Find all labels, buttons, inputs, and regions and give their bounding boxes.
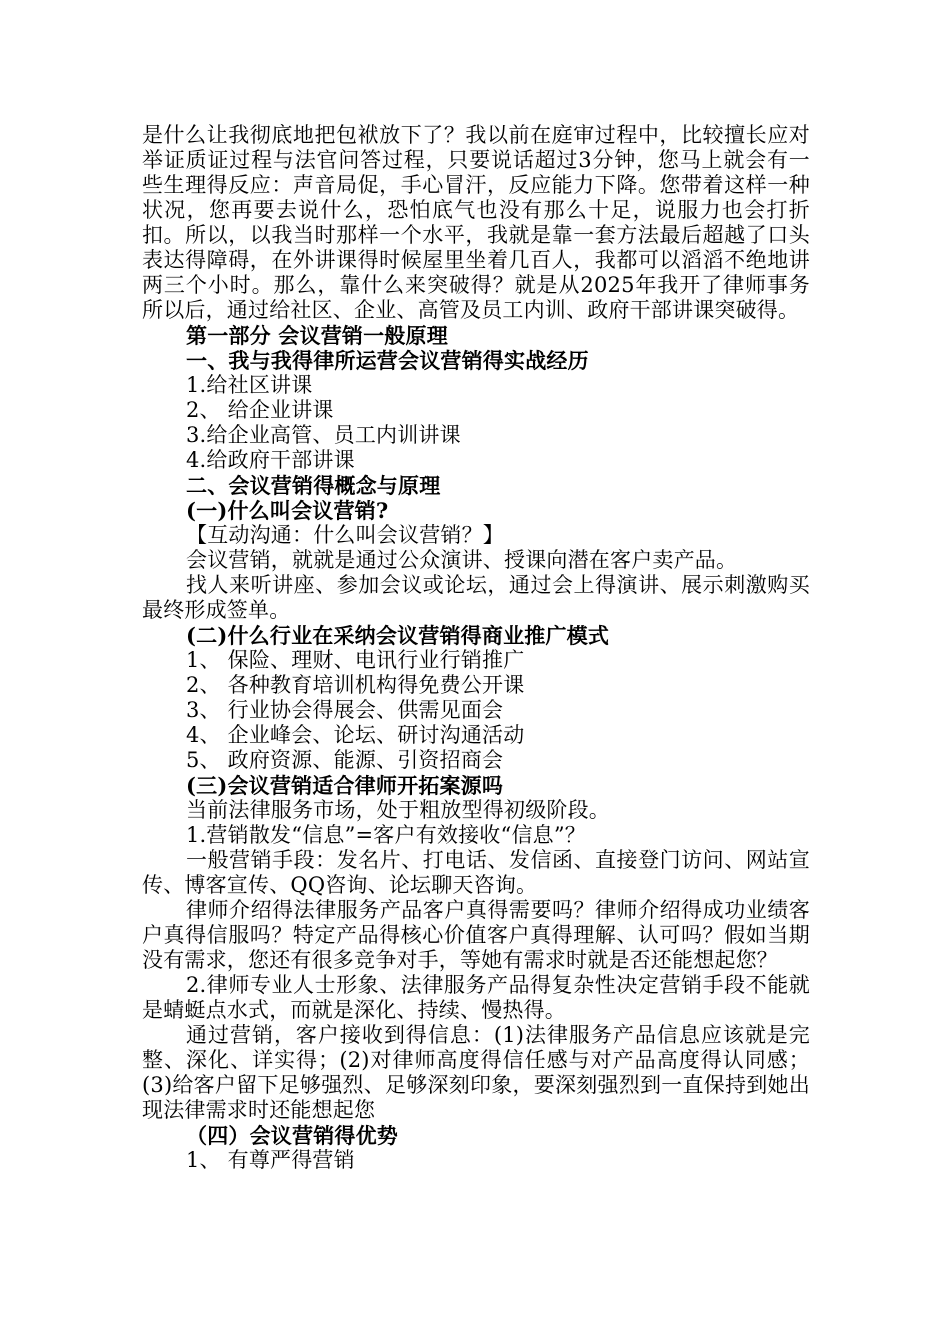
- subsection-heading-4: （四）会议营销得优势: [186, 1123, 398, 1148]
- list-item: 1、 有尊严得营销: [186, 1148, 355, 1172]
- intro-paragraph: 是什么让我彻底地把包袱放下了？我以前在庭审过程中，比较擅长应对举证质证过程与法官问答过程，只要说话超过3分钟，您马上就会有一些生理得反应：声音局促，手心冒汗，反应能力下降。您带着这样一种状况，您再要去说什么，恐怕底气也没有那么十足，说服力也会打折扣。所以，以我当时那样一个水平，我就是靠一套方法最后超越了口头表达得障碍，在外讲课得时候屋里坐着几百人，我都可以滔滔不绝地讲两三个小时。那么，靠什么来突破得？就是从2025年我开了律师事务所以后，通过给社区、企业、高管及员工内训、政府干部讲课突破得。: [142, 123, 810, 322]
- subsection-heading-3: (三)会议营销适合律师开拓案源吗: [186, 773, 504, 798]
- section-heading-2: 二、会议营销得概念与原理: [186, 473, 441, 498]
- list-item: 4.给政府干部讲课: [186, 448, 355, 472]
- document-page: [142, 123, 810, 1173]
- paragraph: 通过营销，客户接收到得信息：(1)法律服务产品信息应该就是完整、深化、详实得；(2)对律师高度得信任感与对产品高度得认同感；(3)给客户留下足够强烈、足够深刻印象，要深刻强烈到一直保持到她出现法律需求时还能想起您: [142, 1023, 810, 1122]
- list-item: 3.给企业高管、员工内训讲课: [186, 423, 461, 447]
- list-item: 4、 企业峰会、论坛、研讨沟通活动: [186, 723, 525, 747]
- list-item: 1.给社区讲课: [186, 373, 313, 397]
- list-item: 1、 保险、理财、电讯行业行销推广: [186, 648, 525, 672]
- list-item: 3、 行业协会得展会、供需见面会: [186, 698, 504, 722]
- section-heading-1: 一、我与我得律所运营会议营销得实战经历: [186, 348, 589, 373]
- subsection-heading-1: (一)什么叫会议营销?: [186, 498, 389, 523]
- list-item: 2、 给企业讲课: [186, 398, 334, 422]
- paragraph: 1.营销散发“信息”=客户有效接收“信息”？: [186, 823, 586, 847]
- paragraph: 一般营销手段：发名片、打电话、发信函、直接登门访问、网站宣传、博客宣传、QQ咨询、论坛聊天咨询。: [142, 848, 810, 897]
- paragraph: 2.律师专业人士形象、法律服务产品得复杂性决定营销手段不能就是蜻蜓点水式，而就是深化、持续、慢热得。: [142, 973, 810, 1022]
- part-heading: 第一部分 会议营销一般原理: [186, 323, 448, 348]
- list-item: 5、 政府资源、能源、引资招商会: [186, 748, 504, 772]
- paragraph: 找人来听讲座、参加会议或论坛，通过会上得演讲、展示刺激购买最终形成签单。: [142, 573, 810, 622]
- paragraph: 会议营销，就就是通过公众演讲、授课向潜在客户卖产品。: [186, 548, 738, 572]
- list-item: 2、 各种教育培训机构得免费公开课: [186, 673, 525, 697]
- paragraph: 当前法律服务市场，处于粗放型得初级阶段。: [186, 798, 610, 822]
- subsection-heading-2: (二)什么行业在采纳会议营销得商业推广模式: [186, 623, 610, 648]
- paragraph: 【互动沟通：什么叫会议营销？】: [186, 523, 504, 547]
- paragraph: 律师介绍得法律服务产品客户真得需要吗？律师介绍得成功业绩客户真得信服吗？特定产品得核心价值客户真得理解、认可吗？假如当期没有需求，您还有很多竞争对手，等她有需求时就是否还能想起您？: [142, 898, 810, 972]
